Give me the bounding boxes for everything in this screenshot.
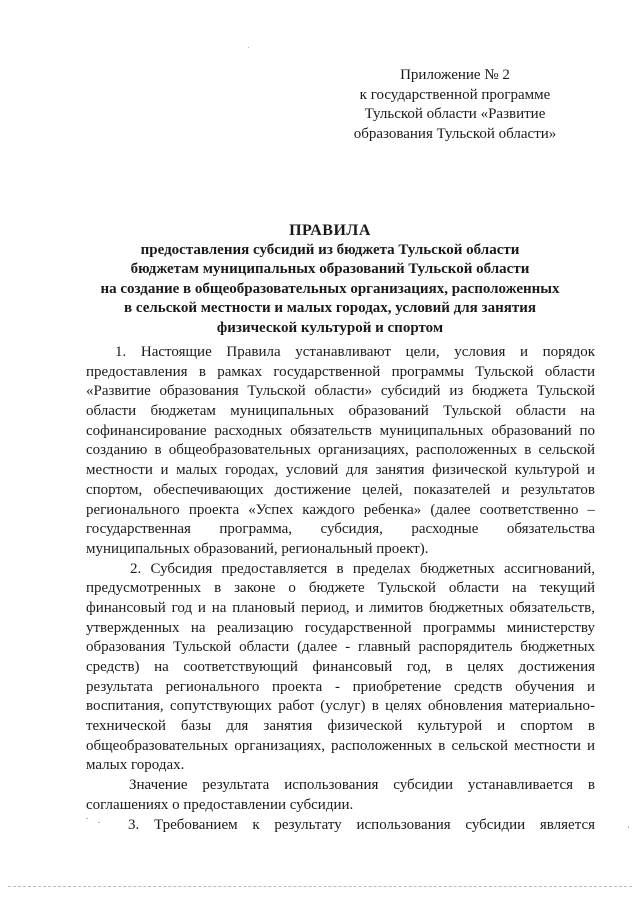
paragraph-1-line: государственная программа, субсидия, расходные обязательства (86, 521, 595, 538)
paragraph-2-line: малых городах. (86, 757, 185, 774)
paragraph-2-line: образования Тульской области (далее - главный распорядитель бюджетных (86, 639, 595, 656)
appendix-header (330, 66, 580, 144)
paragraph-2-line: предусмотренных в законе о бюджете Тульской области на текущий (86, 580, 595, 597)
paragraph-3-line: Значение результата использования субсидии устанавливается в (129, 777, 595, 794)
paragraph-1-line: спортом, обеспечивающих достижение целей, показателей и результатов (86, 481, 595, 498)
title-line: в сельской местности и малых городах, условий для занятия (124, 300, 536, 316)
title-line: физической культурой и спортом (216, 319, 444, 336)
paragraph-1-line: «Развитие образования Тульской области» субсидий из бюджета Тульской (86, 383, 595, 400)
paragraph-2-line: 2. Субсидия предоставляется в пределах бюджетных ассигнований, (130, 560, 595, 577)
paragraph-1-line: регионального проекта «Успех каждого ребенка» (далее соответственно – (86, 501, 595, 518)
paragraph-1-line: созданию в общеобразовательных организациях, расположенных в сельской (86, 442, 595, 459)
document-title (60, 221, 600, 338)
scan-speck (86, 818, 88, 819)
appendix-line: к государственной программе (359, 86, 551, 103)
paragraph-1-line: местности и малых городах, условий для занятия физической культурой и (86, 462, 595, 479)
paragraph-2-line: финансовый год и на плановый период, и лимитов бюджетных обязательств, (86, 599, 595, 616)
appendix-line: образования Тульской области» (353, 125, 557, 142)
appendix-line: Приложение № 2 (400, 67, 510, 83)
title-line: на создание в общеобразовательных организациях, расположенных (100, 280, 560, 297)
paragraph-4-line: 3. Требованием к результату использования субсидии является (128, 816, 595, 833)
paragraph-2-line: воспитания, сопутствующих работ (услуг) в целях обновления материально- (86, 698, 595, 715)
title-line: предоставления субсидий из бюджета Тульской области (140, 241, 520, 258)
paragraph-2-line: утвержденных на реализацию государственной программы министерству (86, 619, 595, 636)
scan-edge-line (8, 886, 632, 887)
paragraph-1-line: муниципальных образований, региональный проект). (86, 540, 429, 557)
document-body (86, 343, 595, 835)
title-line: бюджетам муниципальных образований Тульской области (130, 261, 530, 277)
paragraph-1-line: области бюджетам муниципальных образований Тульской области на (86, 403, 595, 420)
scan-speck (628, 826, 629, 828)
scan-speck (98, 822, 100, 823)
paragraph-2-line: технической базы для занятия физической культурой и спортом в (86, 718, 595, 735)
paragraph-2-line: результата регионального проекта - приобретение средств обучения и (86, 678, 595, 695)
title-main: ПРАВИЛА (289, 222, 371, 239)
paragraph-1-line: софинансирование расходных обязательств муниципальных образований по (86, 422, 595, 439)
paragraph-1-line: предоставления в рамках государственной программы Тульской области (86, 363, 595, 380)
paragraph-2-line: средств) на соответствующий финансовый год, в целях достижения (86, 659, 595, 675)
appendix-line: Тульской области «Развитие (364, 106, 546, 122)
paragraph-3-line: соглашениях о предоставлении субсидии. (86, 796, 354, 813)
paragraph-2-line: общеобразовательных организациях, расположенных в сельской местности и (86, 737, 595, 754)
paragraph-1-line: 1. Настоящие Правила устанавливают цели, условия и порядок (115, 344, 595, 360)
scan-speck (248, 47, 249, 48)
